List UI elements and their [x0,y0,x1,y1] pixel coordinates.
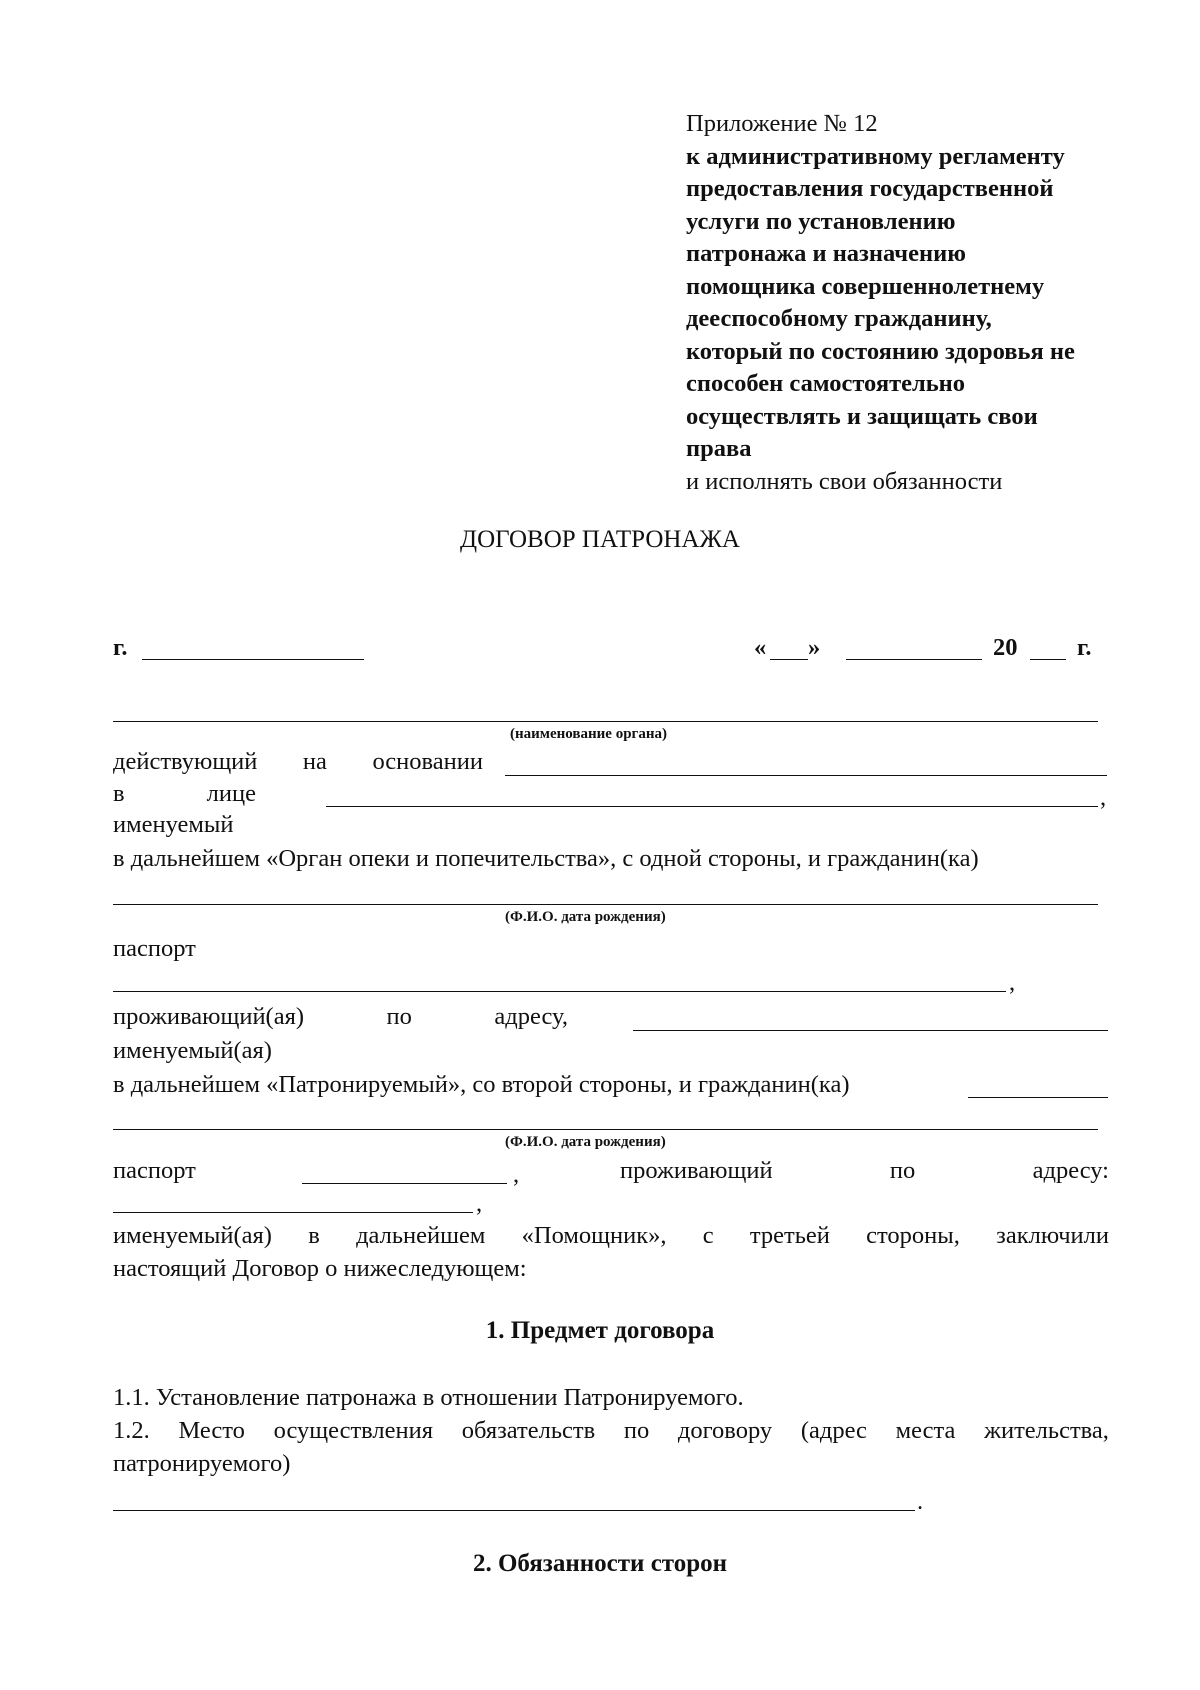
period: . [917,1488,924,1515]
appendix-line: способен самостоятельно [686,370,966,397]
organ-caption: (наименование органа) [510,726,668,742]
passport2-blank[interactable] [302,1183,507,1184]
appendix-line: права [686,435,752,462]
appendix-header [686,108,1156,498]
appendix-line: к административному регламенту [686,142,1065,170]
quote-close: » [808,634,821,661]
organ-name-blank[interactable] [113,721,1098,722]
helper-name-blank[interactable] [968,1097,1108,1098]
section1-title: 1. Предмет договора [485,1317,715,1344]
passport2-label: паспорт [113,1157,196,1184]
living2-label: проживающий по адресу: [620,1157,1109,1184]
fio2-blank[interactable] [113,1129,1098,1130]
day-blank[interactable] [770,659,808,660]
fio2-caption: (Ф.И.О. дата рождения) [505,1134,666,1150]
acting-basis-label: действующий на основании [113,748,483,775]
section1-item2: 1.2. Место осуществления обязательств по договору (адрес места жительства, [113,1417,1109,1444]
comma: , [1009,969,1016,996]
appendix-line: дееспособному гражданину, [686,305,992,332]
section2-title: 2. Обязанности сторон [472,1550,728,1577]
person-blank[interactable] [326,806,1098,807]
quote-open: « [754,634,767,661]
comma: , [476,1190,483,1217]
organ-line: в дальнейшем «Орган опеки и попечительства», с одной стороны, и гражданин(ка) [113,845,979,872]
appendix-line: и исполнять свои обязанности [686,467,1003,495]
section1-item2-line2: патронируемого) [113,1450,291,1477]
section1-item1: 1.1. Установление патронажа в отношении Патронируемого. [113,1384,744,1411]
year-prefix: 20 [993,634,1018,661]
appendix-line: который по состоянию здоровья не [686,337,1075,365]
comma: , [1100,784,1107,811]
patron-line: в дальнейшем «Патронируемый», со второй стороны, и гражданин(ка) [113,1071,850,1098]
fio1-caption: (Ф.И.О. дата рождения) [505,909,666,925]
helper-line-2: настоящий Договор о нижеследующем: [113,1255,527,1282]
appendix-line: патронажа и назначению [686,240,966,267]
appendix-line: помощника совершеннолетнему [686,272,1045,300]
city-prefix: г. [113,634,128,661]
fio1-blank[interactable] [113,904,1098,905]
person-label: в лице [113,780,256,807]
month-blank[interactable] [846,659,982,660]
address2-blank[interactable] [113,1212,473,1213]
appendix-line: услуги по установлению [686,207,956,235]
appendix-line: осуществлять и защищать свои [686,402,1038,430]
passport1-label: паспорт [113,935,196,962]
residence-address-blank[interactable] [113,1510,915,1511]
appendix-number: Приложение № 12 [686,110,878,137]
comma: , [513,1161,520,1188]
city-blank[interactable] [142,659,364,660]
passport1-blank[interactable] [113,991,1006,992]
year-suffix: г. [1077,634,1092,661]
named2-label: именуемый(ая) [113,1037,272,1064]
appendix-line: предоставления государственной [686,175,1054,202]
document-title: ДОГОВОР ПАТРОНАЖА [460,526,740,553]
helper-line: именуемый(ая) в дальнейшем «Помощник», с третьей стороны, заключили [113,1222,1109,1249]
year-blank[interactable] [1030,659,1066,660]
living-label: проживающий(ая) по адресу, [113,1003,568,1030]
named-label: именуемый [113,811,234,838]
basis-blank[interactable] [505,775,1107,776]
address1-blank[interactable] [633,1030,1108,1031]
